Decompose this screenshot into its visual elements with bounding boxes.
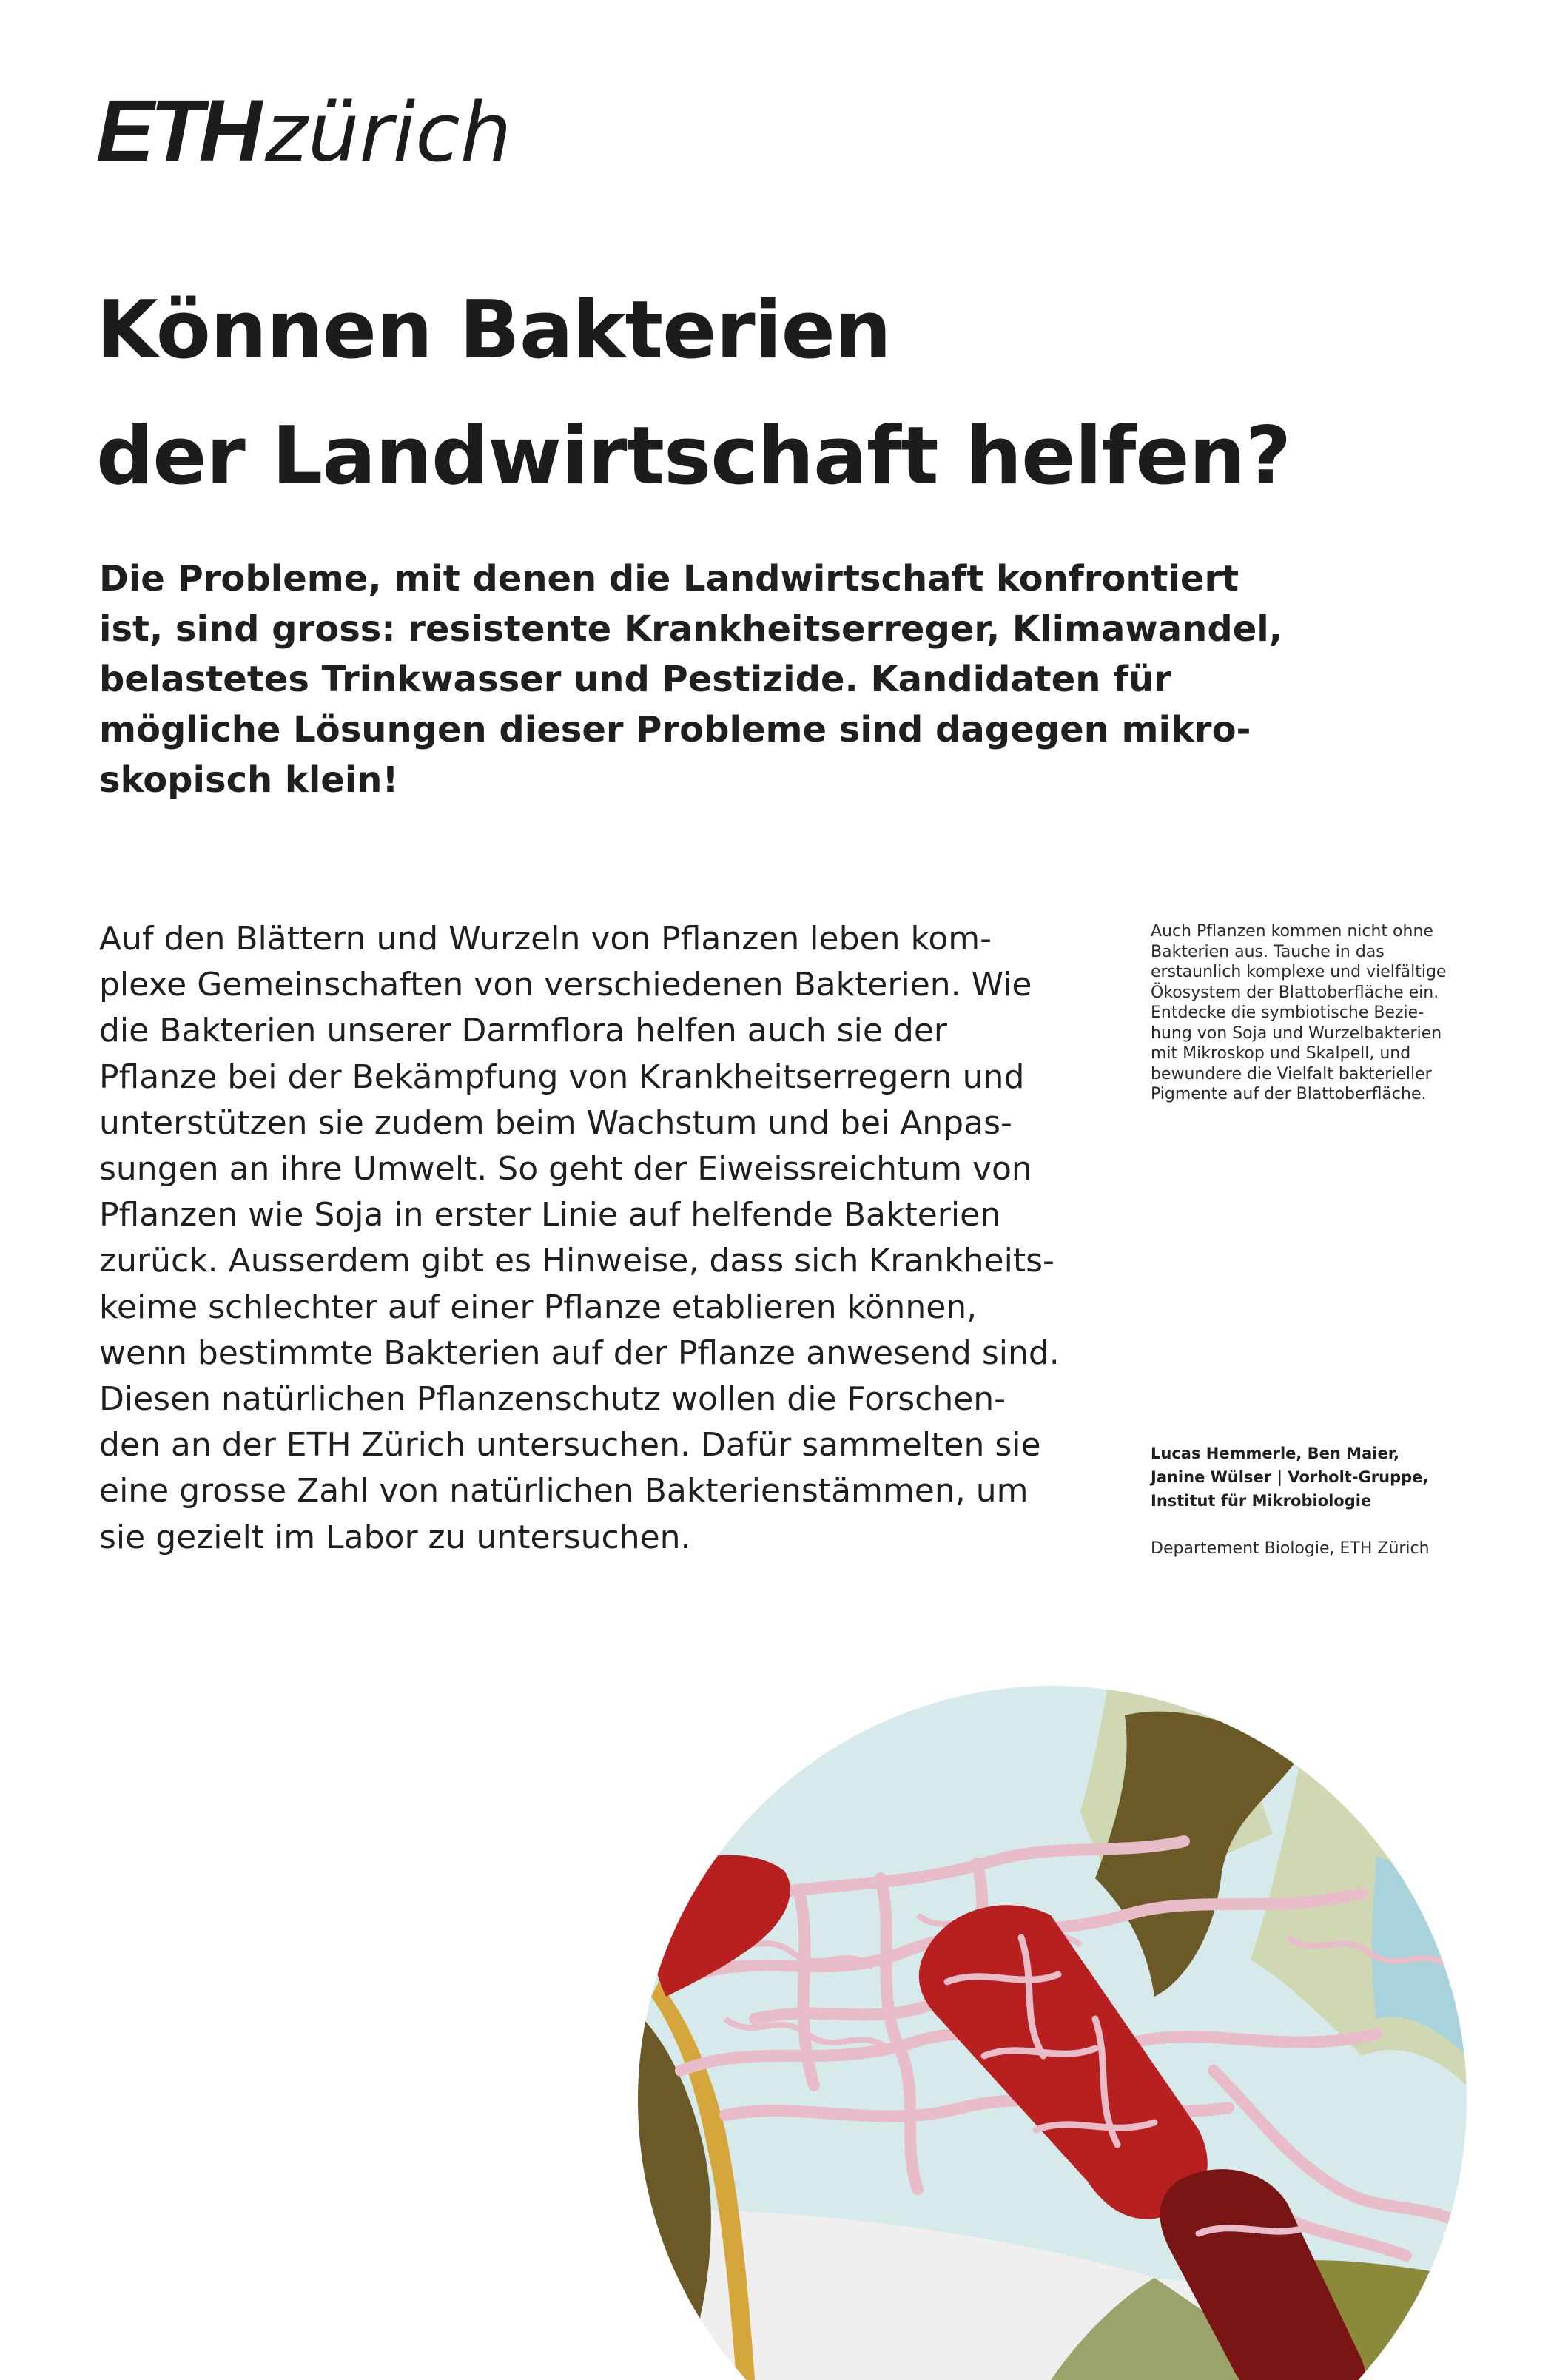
eth-zurich-logo	[96, 82, 512, 180]
authors-line: Institut für Mikrobiologie	[1151, 1492, 1372, 1510]
lead-line: Die Probleme, mit denen die Landwirtschaft konfrontiert	[99, 558, 1240, 599]
body-paragraph	[99, 916, 1135, 1561]
title-line: Können Bakterien	[96, 284, 891, 377]
lead-line: skopisch klein!	[99, 759, 399, 801]
body-line: plexe Gemeinschaften von verschiedenen Bakterien. Wie	[99, 966, 1032, 1004]
side-note	[1151, 921, 1498, 1105]
body-line: Pflanze bei der Bekämpfung von Krankheitserregern und	[99, 1058, 1025, 1096]
body-line: sungen an ihre Umwelt. So geht der Eiweissreichtum von	[99, 1150, 1032, 1189]
body-line: Diesen natürlichen Pflanzenschutz wollen die Forschen-	[99, 1380, 1006, 1419]
body-line: unterstützen sie zudem beim Wachstum und bei Anpas-	[99, 1103, 1012, 1142]
logo-wordmark: zürich	[265, 85, 512, 180]
body-line: zurück. Ausserdem gibt es Hinweise, dass sich Krankheits-	[99, 1242, 1054, 1280]
network-over-strand	[1199, 2226, 1310, 2233]
authors	[1151, 1442, 1498, 1513]
authors-line: Lucas Hemmerle, Ben Maier,	[1151, 1445, 1399, 1462]
network-over-strand	[947, 1974, 1058, 1982]
body-line: den an der ETH Zürich untersuchen. Dafür sammelten sie	[99, 1426, 1041, 1465]
body-line: Auf den Blättern und Wurzeln von Pflanzen leben kom-	[99, 920, 992, 958]
department-label: Departement Biologie, ETH Zürich	[1151, 1539, 1430, 1558]
side-note-line: bewundere die Vielfalt bakterieller	[1151, 1064, 1432, 1083]
illustration-clip-group	[636, 1671, 1467, 2380]
side-note-line: Bakterien aus. Tauche in das	[1151, 942, 1385, 961]
side-note-line: Entdecke die symbiotische Bezie-	[1151, 1004, 1424, 1022]
lead-line: belastetes Trinkwasser und Pestizide. Kandidaten für	[99, 659, 1171, 700]
side-note-line: mit Mikroskop und Skalpell, und	[1151, 1044, 1411, 1063]
lead-line: ist, sind gross: resistente Krankheitserreger, Klimawandel,	[99, 608, 1282, 650]
body-line: eine grosse Zahl von natürlichen Bakterienstämmen, um	[99, 1472, 1029, 1510]
page-title	[96, 268, 1428, 520]
lead-line: mögliche Lösungen dieser Probleme sind dagegen mikro-	[99, 709, 1251, 750]
logo-mark: ETH	[96, 82, 258, 180]
title-line: der Landwirtschaft helfen?	[96, 410, 1291, 502]
body-line: wenn bestimmte Bakterien auf der Pflanze anwesend sind.	[99, 1334, 1060, 1372]
bacteria-illustration	[636, 1671, 1467, 2380]
side-note-line: Auch Pflanzen kommen nicht ohne	[1151, 922, 1433, 941]
body-line: die Bakterien unserer Darmflora helfen auch sie der	[99, 1012, 947, 1050]
side-note-line: hung von Soja und Wurzelbakterien	[1151, 1023, 1442, 1043]
authors-line: Janine Wülser | Vorholt-Gruppe,	[1151, 1468, 1429, 1486]
body-line: Pflanzen wie Soja in erster Linie auf helfende Bakterien	[99, 1196, 1001, 1234]
body-line: keime schlechter auf einer Pflanze etablieren können,	[99, 1288, 978, 1326]
side-note-line: erstaunlich komplexe und vielfältige	[1151, 963, 1447, 981]
side-note-line: Ökosystem der Blattoberfläche ein.	[1151, 983, 1439, 1002]
lead-paragraph	[99, 554, 1424, 805]
side-note-line: Pigmente auf der Blattoberfläche.	[1151, 1085, 1427, 1103]
body-line: sie gezielt im Labor zu untersuchen.	[99, 1518, 691, 1556]
